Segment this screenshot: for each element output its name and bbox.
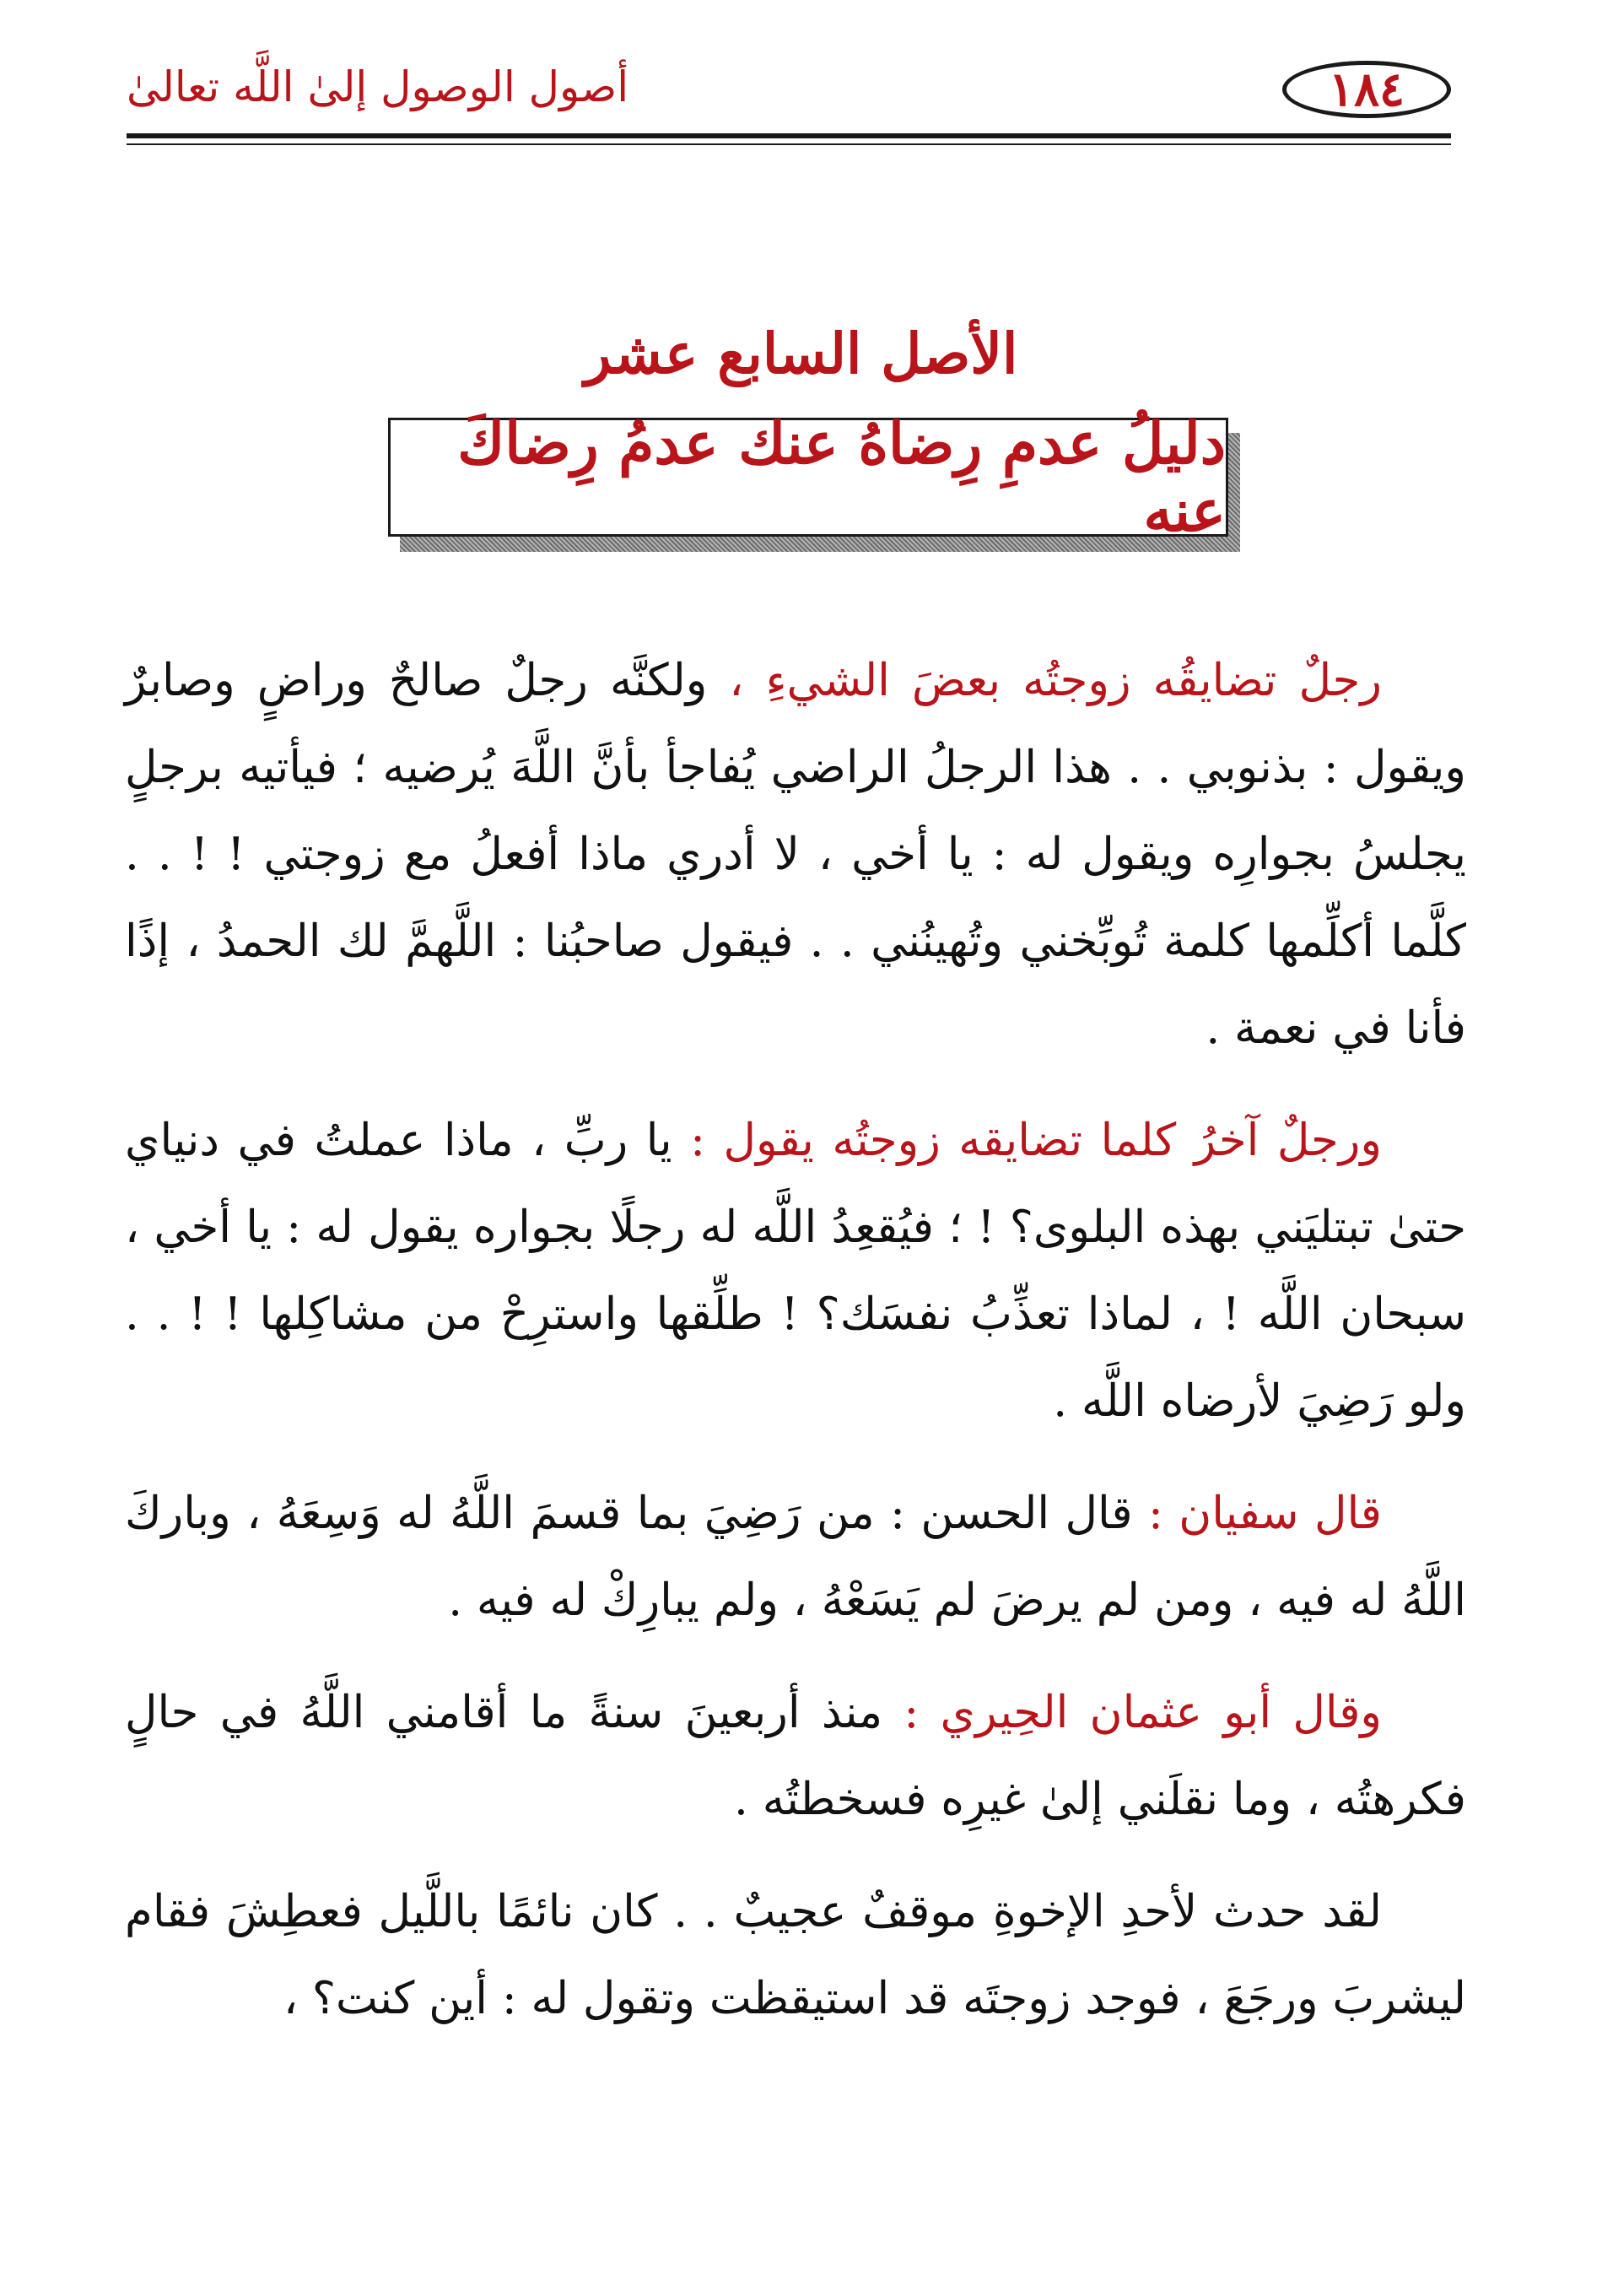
chapter-title: الأصل السابع عشر <box>584 321 1018 386</box>
paragraph-text: ولكنَّه رجلٌ صالحٌ وراضٍ وصابرٌ ويقول : بذنوبي . . هذا الرجلُ الراضي يُفاجأ بأنَّ اللَّهَ يُرضيه ؛ فيأتيه برجلٍ يجلسُ بجوارِه ويقول له : يا أخي ، لا أدري ماذا أفعلُ مع زوجتي ! ! . . كلَّما أكلِّمها كلمة تُوبِّخني وتُهينُني . . فيقول صاحبُنا : اللَّهمَّ لك الحمدُ ، إذًا فأنا في نعمة . <box>125 655 1466 1054</box>
running-title: أصول الوصول إلىٰ اللَّه تعالىٰ <box>127 62 629 111</box>
header-rule <box>127 133 1451 138</box>
chapter-subtitle: دليلُ عدمِ رِضاهُ عنك عدمُ رِضاكَ عنه <box>388 418 1228 537</box>
paragraph-lead: وقال أبو عثمان الحِيري : <box>903 1687 1383 1738</box>
paragraph <box>125 1868 1466 2042</box>
paragraph-text: قال الحسن : من رَضِيَ بما قسمَ اللَّهُ له وَسِعَهُ ، وباركَ اللَّهُ له فيه ، ومن لم يرضَ لم يَسَعْهُ ، ولم يبارِكْ له فيه . <box>125 1488 1466 1626</box>
paragraph-lead: قال سفيان : <box>1147 1488 1382 1539</box>
body-text <box>125 637 1466 2067</box>
page-header <box>127 51 1451 143</box>
paragraph-lead: ورجلٌ آخرُ كلما تضايقه زوجتُه يقول : <box>690 1115 1382 1166</box>
paragraph-lead: رجلٌ تضايقُه زوجتُه بعضَ الشيءِ ، <box>729 655 1382 706</box>
page-number: ١٨٤ <box>1282 61 1451 118</box>
paragraph-text: لقد حدث لأحدِ الإخوةِ موقفٌ عجيبٌ . . كان نائمًا باللَّيل فعطِشَ فقام ليشربَ ورجَعَ ، فوجد زوجتَه قد استيقظت وتقول له : أين كنت؟ ، <box>125 1886 1466 2024</box>
paragraph-text: يا ربِّ ، ماذا عملتُ في دنياي حتىٰ تبتليَني بهذه البلوى؟ ! ؛ فيُقعِدُ اللَّه له رجلًا بجواره يقول له : يا أخي ، سبحان اللَّه ! ، لماذا تعذِّبُ نفسَك؟ ! طلِّقها واسترِحْ من مشاكِلها ! ! . . ولو رَضِيَ لأرضاه اللَّه . <box>125 1115 1466 1427</box>
paragraph <box>125 637 1466 1072</box>
paragraph <box>125 1669 1466 1843</box>
subtitle-box <box>388 409 1232 545</box>
paragraph-text: منذ أربعينَ سنةً ما أقامني اللَّهُ في حالٍ فكرهتُه ، وما نقلَني إلىٰ غيرِه فسخطتُه . <box>125 1687 1466 1825</box>
paragraph <box>125 1470 1466 1644</box>
header-rule-thin <box>127 143 1451 145</box>
paragraph <box>125 1097 1466 1445</box>
